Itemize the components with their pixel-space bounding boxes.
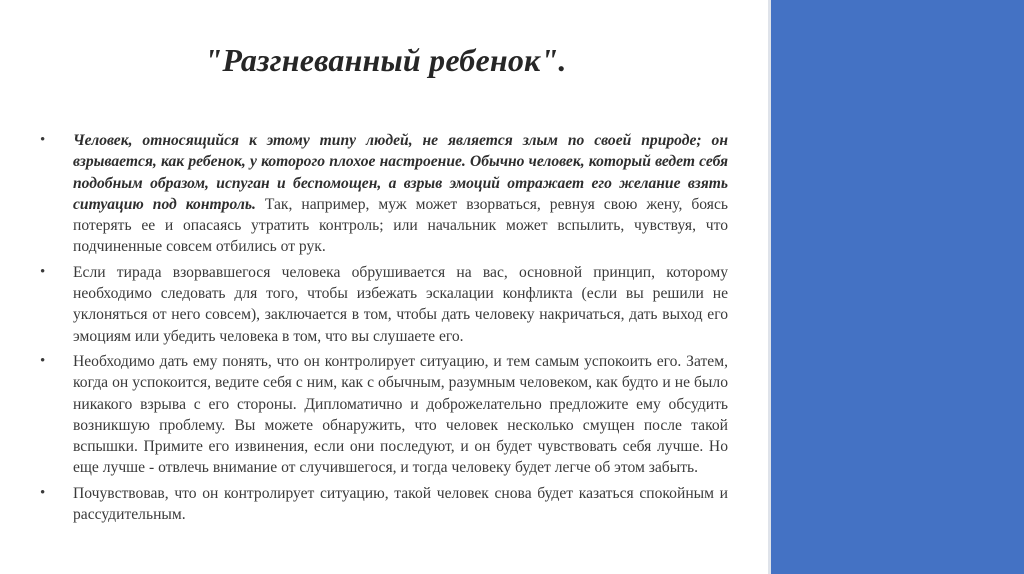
list-item	[40, 130, 728, 258]
bullet-icon: •	[40, 484, 46, 501]
bullet-icon: •	[40, 263, 46, 280]
list-item	[40, 262, 728, 347]
paragraph-text: Почувствовав, что он контролирует ситуацию, такой человек снова будет казаться спокойным и рассудительным.	[73, 484, 728, 524]
paragraph-text: Если тирада взорвавшегося человека обрушивается на вас, основной принцип, которому необходимо следовать для того, чтобы избежать эскалации конфликта (если вы решили не уклоняться от него совсем), заключается в том, чтобы дать человеку накричаться, дать выход его эмоциям или убедить человека в том, что вы слушаете его.	[73, 263, 728, 345]
list-item	[40, 483, 728, 526]
slide-title: "Разгневанный ребенок".	[204, 42, 567, 78]
bullet-list	[40, 130, 728, 529]
bullet-icon: •	[40, 352, 46, 369]
list-item	[40, 351, 728, 479]
paragraph-text: Так, например, муж может взорваться, ревнуя свою жену, боясь потерять ее и опасаясь утратить контроль; или начальник может вспылить, чувствуя, что подчиненные совсем отбились от рук.	[73, 195, 728, 256]
paragraph-text: Необходимо дать ему понять, что он контролирует ситуацию, и тем самым успокоить его. Затем, когда он успокоится, ведите себя с ним, как с обычным, разумным человеком, как будто и не было никакого взрыва с его стороны. Дипломатично и доброжелательно предложите ему обсудить возникшую проблему. Вы можете обнаружить, что человек несколько смущен после такой вспышки. Примите его извинения, если они последуют, и он будет чувствовать себя лучше. Но еще лучше - отвлечь внимание от случившегося, и тогда человеку будет легче об этом забыть.	[73, 352, 728, 477]
emphasized-text: Человек, относящийся к этому типу людей, не является злым по своей природе; он взрывается, как ребенок, у которого плохое настроение. Обычно человек, который ведет себя подобным образом, испуган и беспомощен, а взрыв эмоций отражает его желание взять ситуацию под контроль.	[73, 132, 728, 213]
bullet-icon: •	[40, 132, 46, 148]
side-accent-panel	[771, 0, 1024, 574]
